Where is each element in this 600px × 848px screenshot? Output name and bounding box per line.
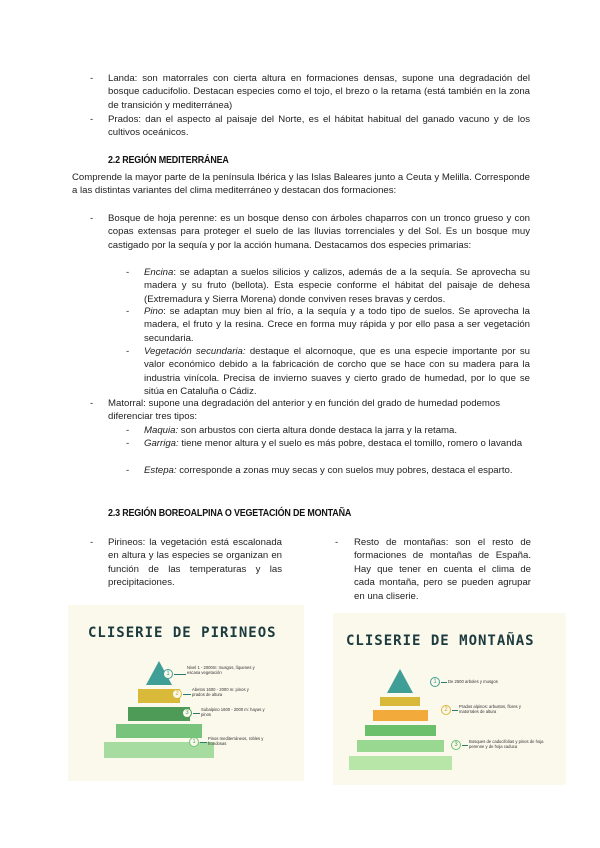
maquia-term: Maquia: — [144, 425, 179, 436]
section-heading-2-2: 2.2 REGIÓN MEDITERRÁNEA — [108, 155, 229, 166]
garriga-text — [144, 437, 530, 450]
bullet-dash: - — [126, 465, 130, 476]
estepa-term: Estepa: — [144, 465, 177, 476]
bullet-dash: - — [126, 346, 130, 357]
number-3-badge: 3 — [182, 708, 192, 718]
pino-desc: : se adaptan muy bien al frío, a la sequía y a todo tipo de suelos. Se aprovecha la madera, el fruto y la resina. Crece en forma muy rápida y por ello pasa a ser vegetación secundaria. — [144, 306, 530, 344]
arrow-icon — [183, 694, 191, 695]
pyramid-tier-4 — [116, 724, 202, 738]
bullet-dash: - — [90, 114, 94, 125]
arrow-icon — [200, 742, 207, 743]
pyramid-graphic — [68, 605, 304, 781]
label-2: Prados alpinos: arbustos, flores y matorrales de altura — [459, 704, 521, 714]
matorral-text: Matorral: supone una degradación del anterior y en función del grado de humedad podemos diferenciar tres tipos: — [108, 398, 501, 423]
label-3: Bosques de caducifolias y pinos de hoja perenne y de hoja caduca — [469, 739, 544, 749]
pyramid-tier-4 — [365, 725, 436, 736]
pyramid-tier-3 — [373, 710, 428, 721]
garriga-desc: tiene menor altura y el suelo es más pobre, destaca el tomillo, romero o lavanda — [178, 438, 523, 449]
encina-desc: : se adaptan a suelos silicios y calizos, además de a la sequía. Se aprovecha su madera y su fruto (bellota). Esta especie conforme el hábitat del paisaje de dehesa (Extremadura y Sierra Morena) donde conviven reses bravas y cerdos. — [144, 267, 530, 305]
secundaria-term: Vegetación secundaria: — [144, 346, 246, 357]
encina-term: Encina — [144, 267, 174, 278]
arrow-icon — [452, 710, 458, 711]
bullet-dash: - — [90, 213, 94, 224]
encina-text — [144, 266, 530, 306]
estepa-text — [144, 464, 530, 477]
pyramid-tier-1 — [387, 669, 413, 693]
cliserie-montanas-figure — [333, 613, 566, 785]
estepa-desc: corresponde a zonas muy secas y con suelos muy pobres, destaca el esparto. — [176, 465, 513, 476]
arrow-icon — [462, 745, 468, 746]
maquia-desc: son arbustos con cierta altura donde destaca la jarra y la retama. — [178, 425, 458, 436]
number-2-badge: 2 — [172, 689, 182, 699]
bullet-dash: - — [90, 537, 94, 548]
label-1: Nivel 1 - 2000m: musgos, líquenes y escasa vegetación — [187, 665, 255, 675]
number-1-badge: 1 — [163, 669, 173, 679]
garriga-term: Garriga: — [144, 438, 179, 449]
secundaria-text — [144, 345, 530, 399]
pyramid-tier-2 — [380, 697, 420, 706]
pyramid-tier-6 — [349, 756, 452, 770]
label-3: Subalpino 1600 - 2000 m: hayas y pinos — [201, 707, 265, 717]
figure-title: CLISERIE DE MONTAÑAS — [346, 633, 535, 649]
number-4-badge: 1 — [189, 737, 199, 747]
prados-text: Prados: dan el aspecto al paisaje del Norte, es el hábitat habitual del ganado vacuno y de los cultivos oceánicos. — [108, 114, 530, 139]
label-1: De 2500 arboles y musgos — [448, 679, 498, 684]
pirineos-text: Pirineos: la vegetación está escalonada en altura y las especies se organizan en función de las temperaturas y las precipitaciones. — [108, 537, 282, 589]
cliserie-pirineos-figure — [68, 605, 304, 781]
bullet-dash: - — [335, 537, 339, 548]
landa-text: Landa: son matorrales con cierta altura en formaciones densas, supone una degradación del bosque caducifolio. Destacan especies como el tojo, el brezo o la retama (está también en la zona de transición y mediterránea) — [108, 73, 530, 111]
pyramid-graphic — [333, 613, 566, 785]
pyramid-tier-5 — [357, 740, 444, 752]
bullet-dash: - — [126, 306, 130, 317]
pino-text — [144, 305, 530, 345]
number-2-badge: 2 — [441, 705, 451, 715]
bosque-text: Bosque de hoja perenne: es un bosque denso con árboles chaparros con un tronco grueso y con copas extensas para proteger el suelo de las lluvias torrenciales y del Sol. Es un bosque muy castigado por la sequía y por la acción humana. Destacamos dos especies primarias: — [108, 213, 530, 251]
bullet-dash: - — [90, 73, 94, 84]
arrow-icon — [193, 713, 200, 714]
number-3-badge: 3 — [451, 740, 461, 750]
montanas-text: Resto de montañas: son el resto de formaciones de montañas de España. Hay que tener en cuenta el clima de cada montaña, pero se pueden agrupar en una cliserie. — [354, 537, 531, 602]
bullet-dash: - — [126, 438, 130, 449]
label-2: Abetos 1600 - 2000 m: pinos y prados de altura — [192, 687, 249, 697]
section-2-2-intro: Comprende la mayor parte de la península Ibérica y las Islas Baleares junto a Ceuta y Melilla. Corresponde a las distintas variantes del clima mediterráneo y destacan dos formaciones: — [72, 172, 530, 197]
arrow-icon — [174, 674, 186, 675]
maquia-text — [144, 424, 530, 437]
number-1-badge: 1 — [430, 677, 440, 687]
bullet-dash: - — [90, 398, 94, 409]
section-heading-2-3: 2.3 REGIÓN BOREOALPINA O VEGETACIÓN DE MONTAÑA — [108, 508, 352, 519]
figure-title: CLISERIE DE PIRINEOS — [88, 625, 277, 641]
pyramid-tier-3 — [128, 707, 190, 721]
bullet-dash: - — [126, 267, 130, 278]
label-4: Pinos mediterráneos, robles y frondosas — [208, 736, 264, 746]
arrow-icon — [441, 682, 447, 683]
bullet-dash: - — [126, 425, 130, 436]
pino-term: Pino — [144, 306, 164, 317]
secundaria-desc: destaque el alcornoque, que es una especie importante por su valor económico debido a la fabricación de corcho que se hace con su madera para la industria vinícola. Precisa de invierno suaves y cierto grado de humedad, por lo que se sitúa en Cataluña o Cádiz. — [144, 346, 530, 398]
